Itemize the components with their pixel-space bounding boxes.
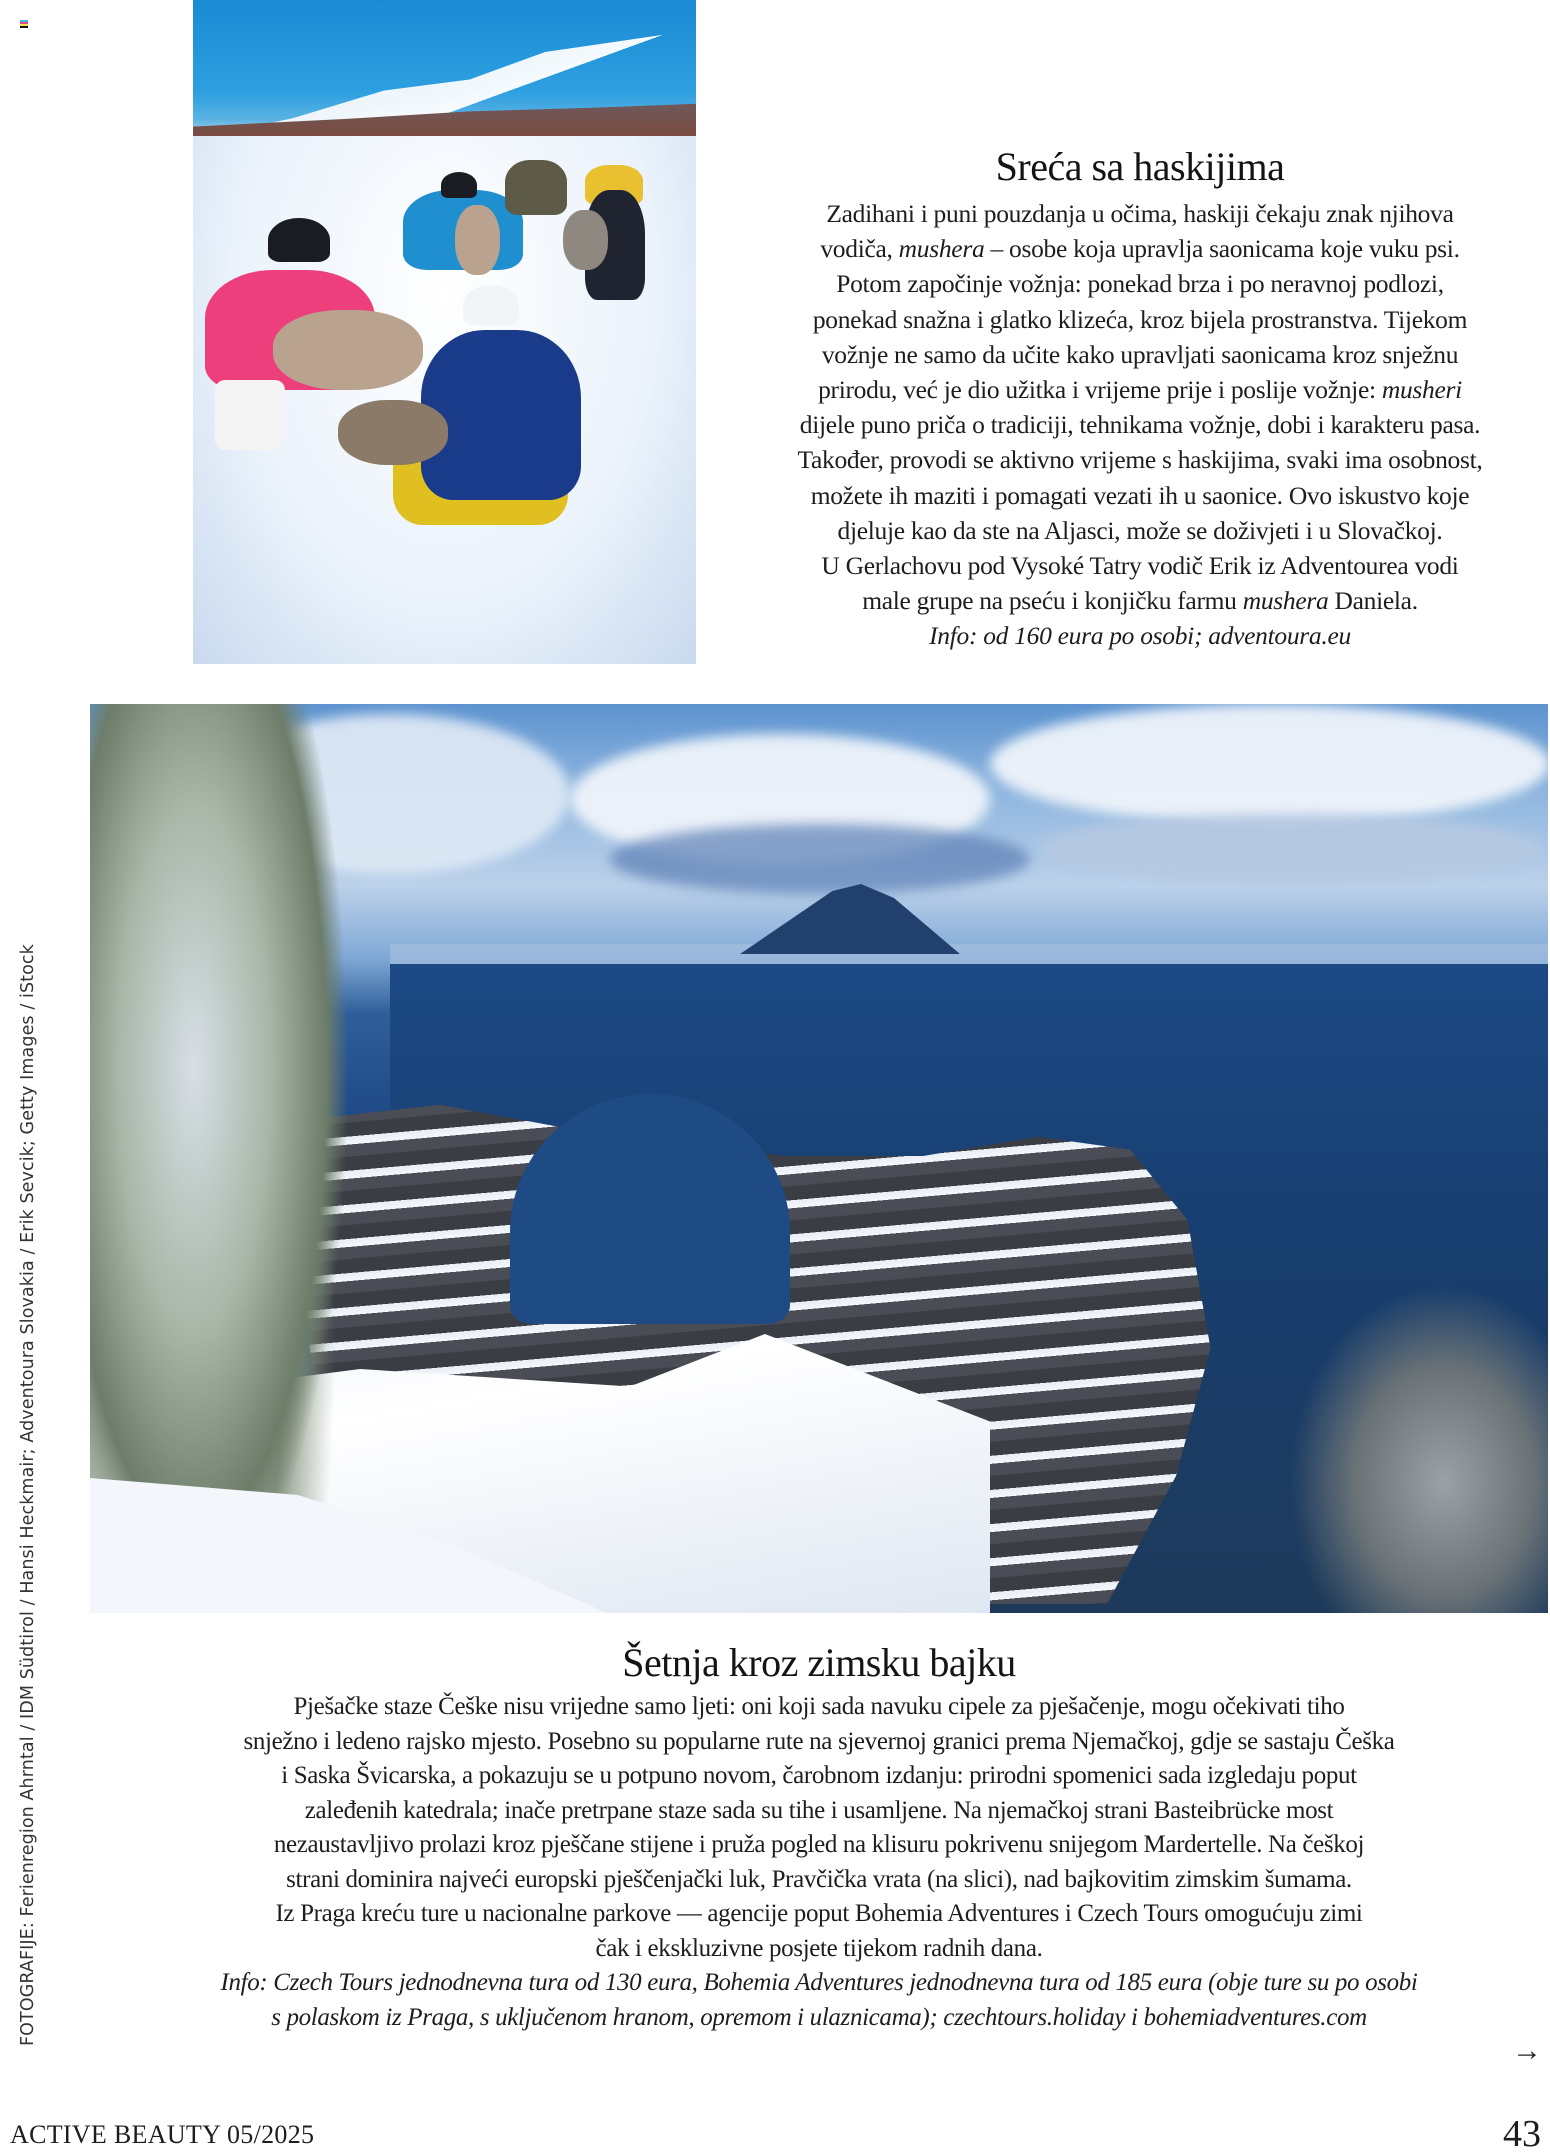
text-line — [720, 513, 1550, 548]
cloud — [1040, 814, 1540, 884]
text-line — [720, 583, 1550, 618]
article-body — [720, 196, 1550, 654]
text-line — [720, 478, 1550, 513]
text-line — [720, 407, 1550, 442]
color-registration-mark — [20, 20, 28, 28]
sandstone-arch-photo — [90, 704, 1548, 1613]
text-line — [88, 1828, 1550, 1863]
italic-text: musheri — [1381, 375, 1462, 405]
text-line — [720, 442, 1550, 477]
text-line — [88, 1794, 1550, 1829]
text-line — [88, 1759, 1550, 1794]
page-number: 43 — [1503, 2113, 1541, 2155]
husky — [563, 210, 608, 270]
text-run: vodiča, — [820, 234, 899, 264]
black-beanie — [268, 218, 330, 262]
text-line — [88, 1932, 1550, 1967]
magazine-issue: ACTIVE BEAUTY 05/2025 — [10, 2120, 315, 2149]
text-line — [88, 1966, 1550, 2001]
text-line — [720, 618, 1550, 653]
text-line — [720, 231, 1550, 266]
section-title: Sreća sa haskijima — [995, 144, 1285, 189]
text-run: čak i ekskluzivne posjete tijekom radnih dana. — [595, 1934, 1043, 1962]
text-line — [88, 1897, 1550, 1932]
text-line — [88, 2001, 1550, 2036]
cloud — [990, 704, 1548, 824]
text-line — [720, 266, 1550, 301]
text-run: ponekad snažna i glatko klizeća, kroz bijela prostranstva. Tijekom — [812, 304, 1468, 334]
bare-trees — [1288, 1284, 1548, 1613]
italic-text: s polaskom iz Praga, s uključenom hranom, opremom i ulaznicama); czechtours.holiday i bohemiadventures.com — [271, 2003, 1367, 2031]
text-line — [88, 1690, 1550, 1725]
section-winter-hike-article — [88, 1638, 1550, 2035]
italic-text: Info: od 160 eura po osobi; adventoura.eu — [929, 621, 1351, 651]
text-run: Zadihani i puni pouzdanja u očima, haskiji čekaju znak njihova — [826, 199, 1454, 228]
text-run: prirodu, već je dio užitka i vrijeme prije i poslije vožnje: — [818, 375, 1382, 405]
text-run: Daniela. — [1328, 586, 1418, 616]
text-run: djeluje kao da ste na Aljasci, može se doživjeti i u Slovačkoj. — [837, 515, 1443, 545]
italic-text: mushera — [898, 234, 985, 264]
article-body — [88, 1690, 1550, 2035]
text-run: male grupe na pseću i konjičku farmu — [862, 586, 1243, 616]
text-run: Iz Praga kreću ture u nacionalne parkove — agencije poput Bohemia Adventures i Czech Tours omogućuju zimi — [275, 1900, 1363, 1927]
italic-text: mushera — [1242, 586, 1329, 616]
husky-family-photo — [193, 0, 696, 664]
snowy-pine-trees — [90, 704, 350, 1613]
text-run: strani dominira najveći europski pješčenjački luk, Pravčička vrata (na slici), nad bajkovitim zimskim šumama. — [286, 1865, 1352, 1893]
text-run: Potom započinje vožnja: ponekad brza i po neravnoj podlozi, — [836, 269, 1444, 299]
black-swatch — [20, 26, 28, 28]
text-line — [88, 1863, 1550, 1898]
hat — [441, 172, 477, 198]
text-line — [720, 548, 1550, 583]
white-hat — [463, 285, 519, 325]
text-line — [720, 302, 1550, 337]
text-run: vožnje ne samo da učite kako upravljati saonicama kroz snježnu — [821, 339, 1459, 369]
text-line — [720, 372, 1550, 407]
person-grey-jacket — [505, 160, 567, 215]
child-blue-jacket — [421, 330, 581, 500]
text-run: Pješačke staze Češke nisu vrijedne samo ljeti: oni koji sada navuku cipele za pješačenje, mogu očekivati tiho — [293, 1693, 1345, 1720]
text-run: možete ih maziti i pomagati vezati ih u saonice. Ovo iskustvo koje — [810, 480, 1470, 510]
text-run: U Gerlachovu pod Vysoké Tatry vodič Erik iz Adventourea vodi — [821, 551, 1459, 581]
italic-text: Info: Czech Tours jednodnevna tura od 130 eura, Bohemia Adventures jednodnevna tura od 185 eura (obje ture su po osobi — [220, 1969, 1418, 1996]
husky — [273, 310, 423, 390]
text-run: snježno i ledeno rajsko mjesto. Posebno su popularne rute na sjevernoj granici prema Njemačkoj, gdje se sastaju Češka — [243, 1727, 1395, 1755]
text-run: i Saska Švicarska, a pokazuju se u potpuno novom, čarobnom izdanju: prirodni spomenici sada izgledaju poput — [281, 1762, 1357, 1789]
text-run: – osobe koja upravlja saonicama koje vuku psi. — [984, 234, 1460, 264]
white-pants — [215, 380, 285, 450]
text-line — [720, 337, 1550, 372]
husky — [338, 400, 448, 465]
photo-credits: FOTOGRAFIJE: Ferienregion Ahrntal / IDM Südtirol / Hansi Heckmair; Adventoura Slovakia / Erik Sevcik; Getty Images / iStock — [18, 944, 38, 2046]
text-run: Također, provodi se aktivno vrijeme s haskijima, svaki ima osobnost, — [797, 445, 1483, 475]
distant-peak — [740, 884, 960, 954]
text-line — [88, 1725, 1550, 1760]
text-run: zaleđenih katedrala; inače pretrpane staze sada su tihe i usamljene. Na njemačkoj strani Basteibrücke most — [304, 1796, 1334, 1824]
cloud-shadow — [610, 824, 1030, 894]
text-line — [720, 196, 1550, 231]
section-title: Šetnja kroz zimsku bajku — [622, 1640, 1016, 1685]
continue-arrow-icon: → — [1512, 2034, 1542, 2067]
section-husky-article — [720, 142, 1550, 654]
text-run: nezaustavljivo prolazi kroz pješčane stijene i pruža pogled na klisuru pokrivenu snijegom Mardertelle. Na češkoj — [273, 1831, 1365, 1858]
husky — [455, 205, 500, 275]
text-run: dijele puno priča o tradiciji, tehnikama vožnje, dobi i karakteru pasa. — [799, 410, 1481, 440]
